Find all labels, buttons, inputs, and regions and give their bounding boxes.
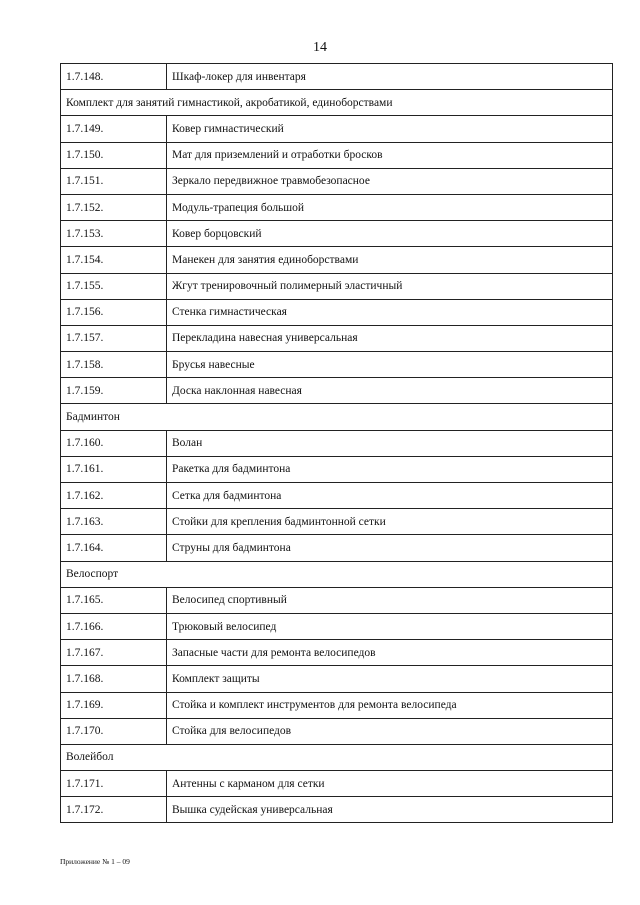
table-row <box>61 771 613 797</box>
item-name: Мат для приземлений и отработки бросков <box>167 142 613 168</box>
item-code: 1.7.169. <box>61 692 167 718</box>
table-row <box>61 273 613 299</box>
section-header-row <box>61 90 613 116</box>
item-name: Стойки для крепления бадминтонной сетки <box>167 509 613 535</box>
item-code: 1.7.148. <box>61 64 167 90</box>
item-code: 1.7.164. <box>61 535 167 561</box>
table-row <box>61 247 613 273</box>
table-row <box>61 797 613 823</box>
item-name: Манекен для занятия единоборствами <box>167 247 613 273</box>
item-code: 1.7.171. <box>61 771 167 797</box>
table-row <box>61 221 613 247</box>
item-name: Модуль-трапеция большой <box>167 194 613 220</box>
item-code: 1.7.156. <box>61 299 167 325</box>
table-row <box>61 483 613 509</box>
item-name: Велосипед спортивный <box>167 587 613 613</box>
item-code: 1.7.159. <box>61 378 167 404</box>
item-name: Сетка для бадминтона <box>167 483 613 509</box>
item-name: Зеркало передвижное травмобезопасное <box>167 168 613 194</box>
table-row <box>61 456 613 482</box>
item-code: 1.7.168. <box>61 666 167 692</box>
section-header-row <box>61 404 613 430</box>
item-code: 1.7.160. <box>61 430 167 456</box>
item-name: Ковер борцовский <box>167 221 613 247</box>
item-name: Брусья навесные <box>167 352 613 378</box>
table-row <box>61 378 613 404</box>
table-row <box>61 430 613 456</box>
page-footer: Приложение № 1 – 09 <box>60 857 130 866</box>
item-name: Волан <box>167 430 613 456</box>
table-body <box>61 64 613 823</box>
section-title: Комплект для занятий гимнастикой, акробатикой, единоборствами <box>61 90 613 116</box>
table-row <box>61 168 613 194</box>
item-code: 1.7.154. <box>61 247 167 273</box>
item-code: 1.7.152. <box>61 194 167 220</box>
item-code: 1.7.166. <box>61 613 167 639</box>
page-number: 14 <box>313 40 327 55</box>
item-name: Жгут тренировочный полимерный эластичный <box>167 273 613 299</box>
table-row <box>61 692 613 718</box>
item-code: 1.7.165. <box>61 587 167 613</box>
table-row <box>61 535 613 561</box>
item-code: 1.7.157. <box>61 325 167 351</box>
item-name: Стенка гимнастическая <box>167 299 613 325</box>
item-name: Шкаф-локер для инвентаря <box>167 64 613 90</box>
item-code: 1.7.149. <box>61 116 167 142</box>
item-name: Трюковый велосипед <box>167 613 613 639</box>
table-row <box>61 299 613 325</box>
equipment-table <box>60 63 613 823</box>
item-code: 1.7.158. <box>61 352 167 378</box>
item-name: Комплект защиты <box>167 666 613 692</box>
table-row <box>61 640 613 666</box>
item-code: 1.7.170. <box>61 718 167 744</box>
item-name: Ковер гимнастический <box>167 116 613 142</box>
section-header-row <box>61 744 613 770</box>
item-name: Ракетка для бадминтона <box>167 456 613 482</box>
item-code: 1.7.162. <box>61 483 167 509</box>
item-code: 1.7.161. <box>61 456 167 482</box>
table-row <box>61 325 613 351</box>
section-title: Волейбол <box>61 744 613 770</box>
item-code: 1.7.172. <box>61 797 167 823</box>
table-row <box>61 116 613 142</box>
table-row <box>61 587 613 613</box>
table-row <box>61 718 613 744</box>
table-row <box>61 64 613 90</box>
item-name: Струны для бадминтона <box>167 535 613 561</box>
item-name: Доска наклонная навесная <box>167 378 613 404</box>
table-row <box>61 142 613 168</box>
section-header-row <box>61 561 613 587</box>
item-code: 1.7.163. <box>61 509 167 535</box>
item-code: 1.7.167. <box>61 640 167 666</box>
table-row <box>61 666 613 692</box>
item-name: Запасные части для ремонта велосипедов <box>167 640 613 666</box>
item-name: Стойка и комплект инструментов для ремонта велосипеда <box>167 692 613 718</box>
item-code: 1.7.155. <box>61 273 167 299</box>
item-code: 1.7.151. <box>61 168 167 194</box>
table-row <box>61 613 613 639</box>
item-code: 1.7.150. <box>61 142 167 168</box>
table-row <box>61 509 613 535</box>
item-name: Антенны с карманом для сетки <box>167 771 613 797</box>
table-row <box>61 352 613 378</box>
section-title: Бадминтон <box>61 404 613 430</box>
item-name: Вышка судейская универсальная <box>167 797 613 823</box>
item-name: Стойка для велосипедов <box>167 718 613 744</box>
item-code: 1.7.153. <box>61 221 167 247</box>
section-title: Велоспорт <box>61 561 613 587</box>
item-name: Перекладина навесная универсальная <box>167 325 613 351</box>
table-row <box>61 194 613 220</box>
